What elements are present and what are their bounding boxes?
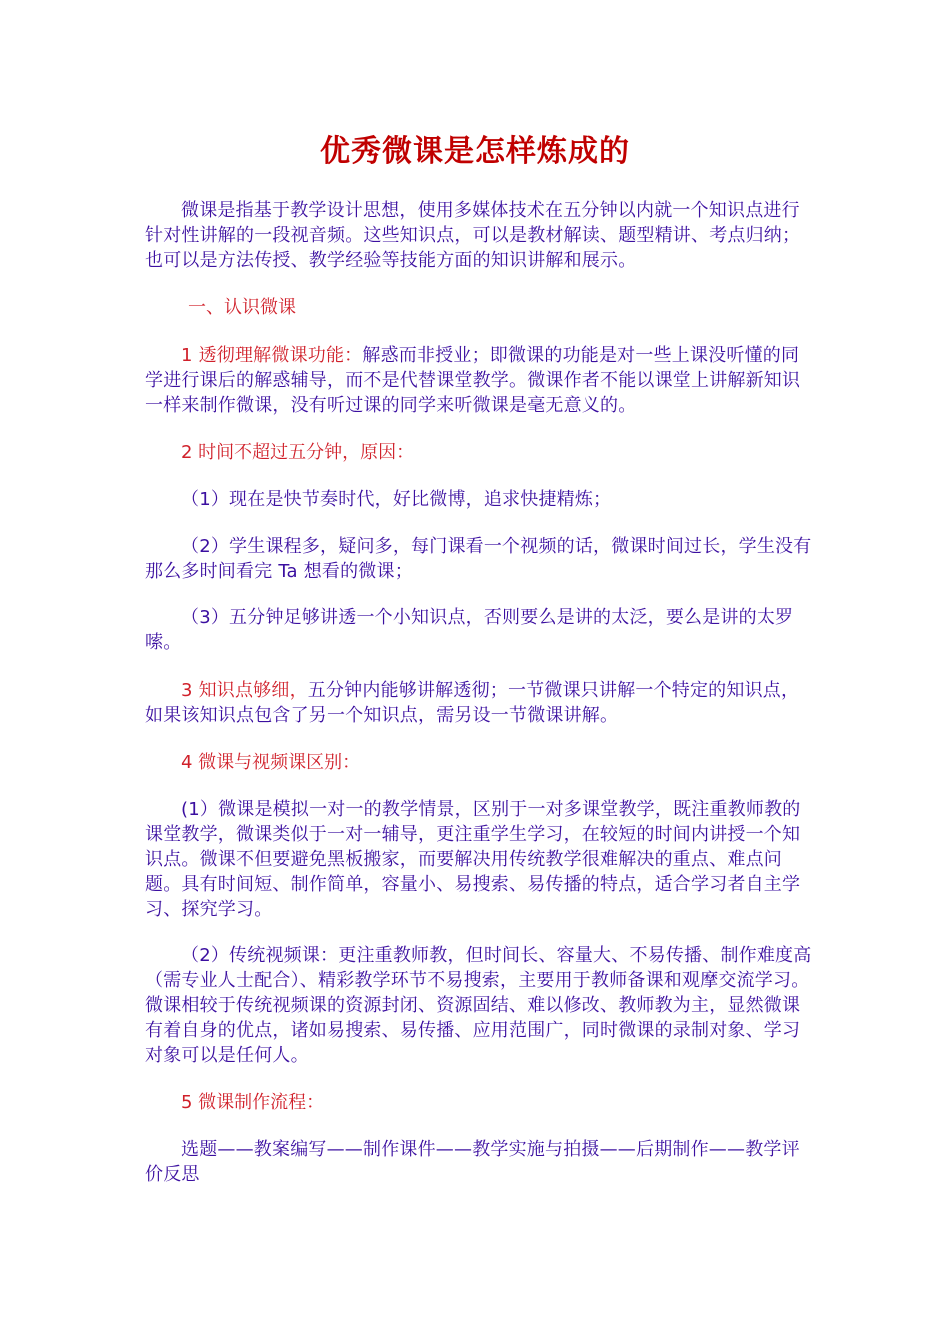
point-3-body: 五分钟内能够讲解透彻；一节微课只讲解一个特定的知识点，如果该知识点包含了另一个知识点，需另设一节微课讲解。 [145,680,800,726]
point-2-heading: 2 时间不超过五分钟，原因： [181,442,415,463]
point-1-paragraph [145,343,815,418]
point-2-item-3: （3）五分钟足够讲透一个小知识点，否则要么是讲的太泛，要么是讲的太罗嗦。 [145,607,794,653]
point-4-item-1: (1）微课是模拟一对一的教学情景，区别于一对多课堂教学，既注重教师教的课堂教学，微课类似于一对一辅导，更注重学生学习，在较短的时间内讲授一个知识点。微课不但要避免黑板搬家，而要解决用传统教学很难解决的重点、难点问题。具有时间短、制作简单，容量小、易搜索、易传播的特点，适合学习者自主学习、探究学习。 [145,799,801,920]
point-4-item-2: （2）传统视频课：更注重教师教，但时间长、容量大、不易传播、制作难度高（需专业人士配合）、精彩教学环节不易搜索，主要用于教师备课和观摩交流学习。微课相较于传统视频课的资源封闭、资源固结、难以修改、教师教为主，显然微课有着自身的优点，诸如易搜索、易传播、应用范围广，同时微课的录制对象、学习对象可以是任何人。 [145,945,812,1066]
intro-paragraph: 微课是指基于教学设计思想，使用多媒体技术在五分钟以内就一个知识点进行针对性讲解的一段视音频。这些知识点，可以是教材解读、题型精讲、考点归纳；也可以是方法传授、教学经验等技能方面的知识讲解和展示。 [145,200,801,271]
page-title: 优秀微课是怎样炼成的 [320,134,630,169]
point-3-lead: 3 知识点够细， [181,680,308,701]
point-5-body: 选题——教案编写——制作课件——教学实施与拍摄——后期制作——教学评价反思 [145,1139,800,1185]
section-heading-1: 一、认识微课 [188,297,296,318]
point-4-heading: 4 微课与视频课区别： [181,752,361,773]
point-5-heading: 5 微课制作流程： [181,1092,325,1113]
point-2-item-1: （1）现在是快节奏时代，好比微博，追求快捷精炼； [181,489,612,510]
point-2-item-2: （2）学生课程多，疑问多，每门课看一个视频的话，微课时间过长，学生没有那么多时间看完 Ta 想看的微课； [145,536,812,582]
point-1-lead: 1 透彻理解微课功能： [181,345,363,366]
point-3-paragraph [145,678,815,728]
point-1-body: 解惑而非授业；即微课的功能是对一些上课没听懂的同学进行课后的解惑辅导，而不是代替课堂教学。微课作者不能以课堂上讲解新知识一样来制作微课，没有听过课的同学来听微课是毫无意义的。 [145,345,801,416]
